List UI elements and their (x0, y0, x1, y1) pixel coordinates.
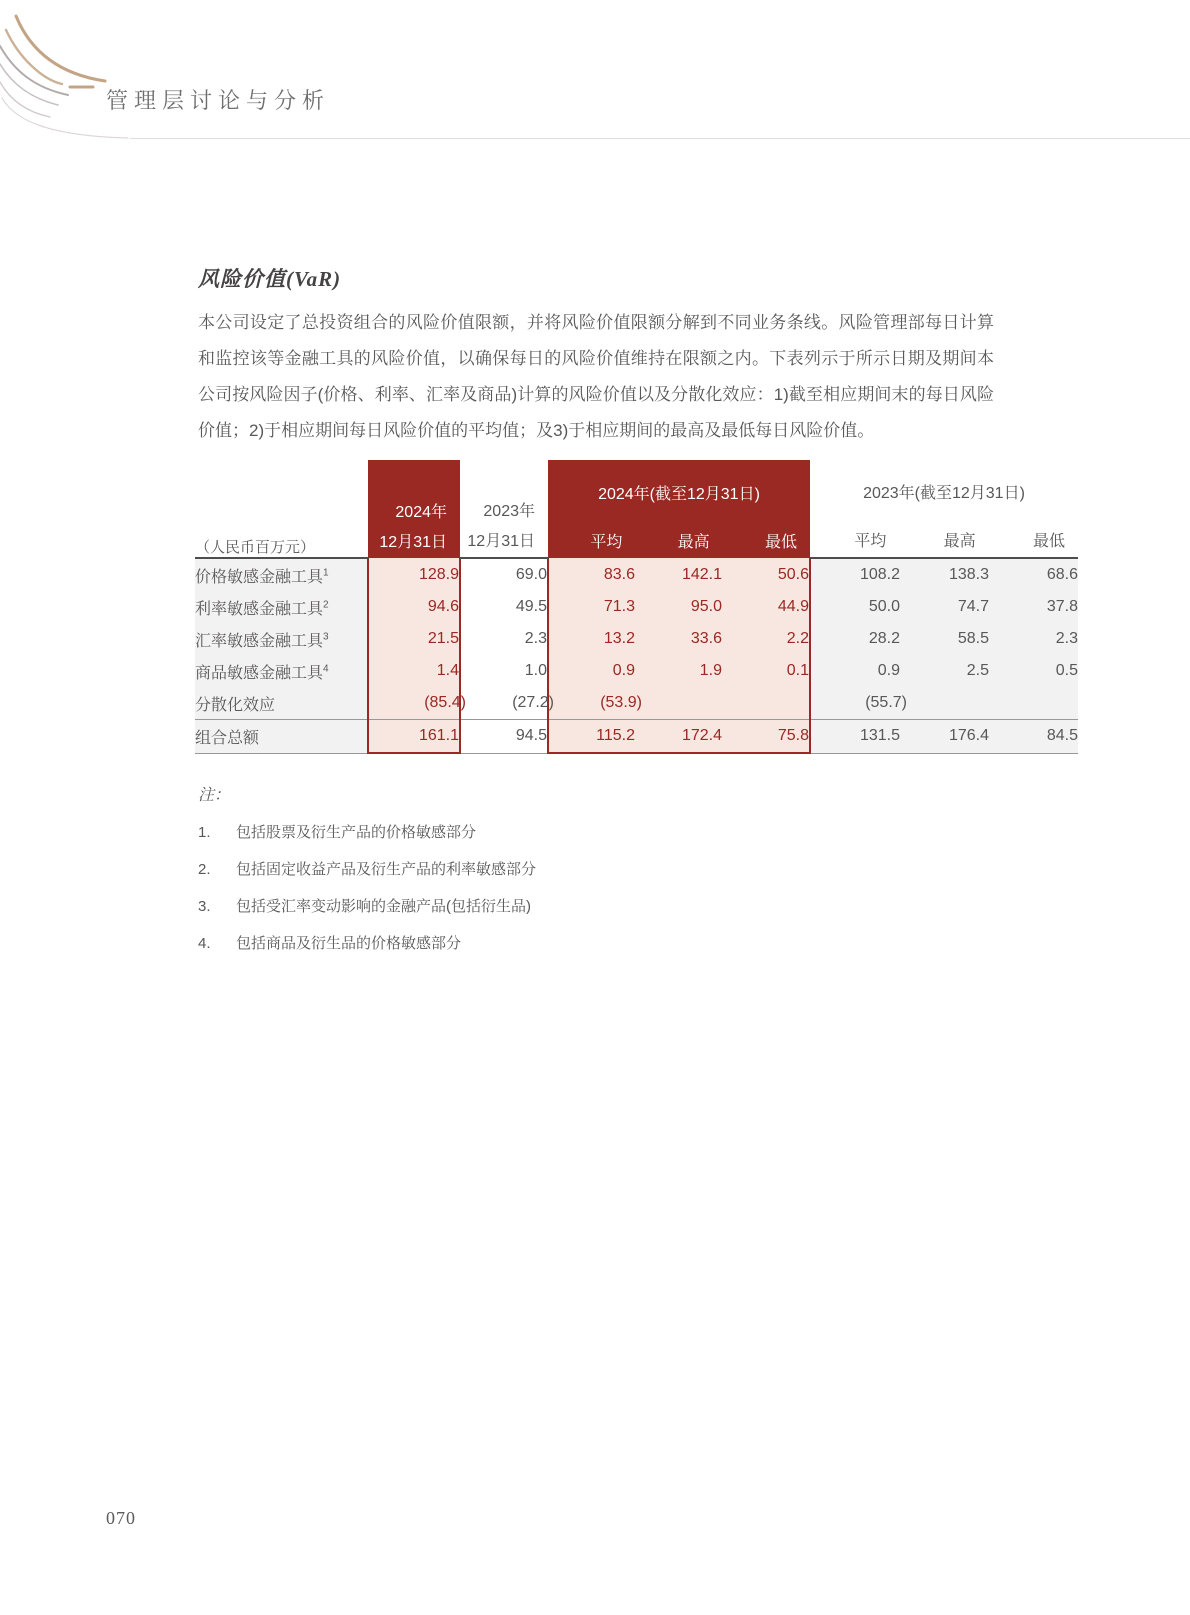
cell-2023-avg: 131.5 (810, 720, 900, 754)
cell-2023-max: 138.3 (900, 558, 989, 591)
cell-2024-min (722, 687, 810, 720)
row-label: 价格敏感金融工具$^1$ (195, 558, 368, 591)
cell-2023-max: 176.4 (900, 720, 989, 754)
page-header-title: 管理层讨论与分析 (106, 88, 331, 113)
cell-2024-avg: 0.9 (548, 655, 635, 687)
table-row (195, 687, 1078, 720)
cell-2024-min: 75.8 (722, 720, 810, 754)
cell-2023-avg: 0.9 (810, 655, 900, 687)
col-header-2024-date: 12月31日 (379, 534, 447, 551)
note-item (198, 825, 536, 840)
col-group-2024-title: 2024年(截至12月31日) (598, 486, 760, 503)
cell-2024-eoy: (85.4) (368, 687, 460, 720)
table-total-row (195, 720, 1078, 754)
cell-2023-max (900, 687, 989, 720)
note-number: 1. (198, 824, 211, 841)
cell-2024-max (635, 687, 722, 720)
cell-2024-eoy: 21.5 (368, 623, 460, 655)
notes-title: 注： (198, 787, 231, 804)
var-table (195, 460, 1078, 754)
row-label: 汇率敏感金融工具$^3$ (195, 623, 368, 655)
cell-2024-max: 33.6 (635, 623, 722, 655)
cell-2024-avg: 83.6 (548, 558, 635, 591)
col-header-unit (195, 460, 368, 558)
row-label: 组合总额 (195, 720, 368, 754)
cell-2024-eoy: 128.9 (368, 558, 460, 591)
cell-2024-min: 2.2 (722, 623, 810, 655)
cell-2023-min (989, 687, 1078, 720)
cell-2023-min: 84.5 (989, 720, 1078, 754)
unit-label: （人民币百万元） (195, 539, 316, 556)
note-text: 包括固定收益产品及衍生产品的利率敏感部分 (236, 861, 537, 878)
cell-2024-avg: (53.9) (548, 687, 635, 720)
note-number: 4. (198, 935, 211, 952)
header-divider (130, 138, 1190, 139)
cell-2024-eoy: 94.6 (368, 591, 460, 623)
col-header-2024-min: 最低 (764, 534, 797, 551)
table-row (195, 558, 1078, 591)
cell-2024-avg: 13.2 (548, 623, 635, 655)
row-label: 利率敏感金融工具$^2$ (195, 591, 368, 623)
table-row (195, 623, 1078, 655)
col-header-2023-eoy (460, 460, 548, 558)
cell-2023-eoy: (27.2) (460, 687, 548, 720)
cell-2024-eoy: 161.1 (368, 720, 460, 754)
cell-2024-min: 0.1 (722, 655, 810, 687)
note-text: 包括商品及衍生品的价格敏感部分 (236, 935, 462, 952)
col-group-2024 (548, 460, 810, 558)
cell-2023-eoy: 2.3 (460, 623, 548, 655)
col-header-2024-year: 2024年 (395, 504, 447, 521)
table-row (195, 655, 1078, 687)
col-header-2023-date: 12月31日 (467, 533, 535, 550)
col-header-2023-max: 最高 (943, 533, 976, 550)
table-header-row (195, 460, 1078, 558)
cell-2023-min: 0.5 (989, 655, 1078, 687)
cell-2023-eoy: 94.5 (460, 720, 548, 754)
section-title: 风险价值(VaR) (198, 267, 342, 291)
note-number: 2. (198, 861, 211, 878)
col-header-2023-min: 最低 (1032, 533, 1065, 550)
cell-2024-eoy: 1.4 (368, 655, 460, 687)
note-number: 3. (198, 898, 211, 915)
note-item (198, 936, 536, 951)
page-number: 070 (106, 1508, 136, 1528)
col-header-2024-avg: 平均 (590, 534, 623, 551)
cell-2023-eoy: 1.0 (460, 655, 548, 687)
cell-2023-max: 58.5 (900, 623, 989, 655)
cell-2024-min: 50.6 (722, 558, 810, 591)
cell-2024-max: 172.4 (635, 720, 722, 754)
cell-2024-avg: 115.2 (548, 720, 635, 754)
table-row (195, 591, 1078, 623)
cell-2024-max: 142.1 (635, 558, 722, 591)
col-header-2024-eoy (368, 460, 460, 558)
cell-2024-max: 95.0 (635, 591, 722, 623)
cell-2024-min: 44.9 (722, 591, 810, 623)
cell-2024-max: 1.9 (635, 655, 722, 687)
cell-2023-min: 68.6 (989, 558, 1078, 591)
note-item (198, 862, 536, 877)
col-header-2023-year: 2023年 (483, 503, 535, 520)
col-header-2023-avg: 平均 (854, 533, 887, 550)
notes (198, 782, 536, 973)
cell-2023-avg: 108.2 (810, 558, 900, 591)
col-group-2023-title: 2023年(截至12月31日) (863, 485, 1025, 502)
row-label: 分散化效应 (195, 687, 368, 720)
cell-2023-max: 74.7 (900, 591, 989, 623)
body-paragraph: 本公司设定了总投资组合的风险价值限额，并将风险价值限额分解到不同业务条线。风险管理部每日计算和监控该等金融工具的风险价值，以确保每日的风险价值维持在限额之内。下表列示于所示日期及期间本公司按风险因子(价格、利率、汇率及商品)计算的风险价值以及分散化效应：1)截至相应期间末的每日风险价值；2)于相应期间每日风险价值的平均值；及3)于相应期间的最高及最低每日风险价值。 (198, 313, 994, 440)
row-label: 商品敏感金融工具$^4$ (195, 655, 368, 687)
col-group-2023 (810, 460, 1078, 558)
cell-2023-avg: (55.7) (810, 687, 900, 720)
cell-2023-eoy: 49.5 (460, 591, 548, 623)
cell-2024-avg: 71.3 (548, 591, 635, 623)
note-text: 包括受汇率变动影响的金融产品(包括衍生品) (236, 898, 531, 915)
cell-2023-min: 2.3 (989, 623, 1078, 655)
cell-2023-min: 37.8 (989, 591, 1078, 623)
col-header-2024-max: 最高 (677, 534, 710, 551)
cell-2023-avg: 28.2 (810, 623, 900, 655)
cell-2023-max: 2.5 (900, 655, 989, 687)
cell-2023-eoy: 69.0 (460, 558, 548, 591)
note-item (198, 899, 536, 914)
note-text: 包括股票及衍生产品的价格敏感部分 (236, 824, 477, 841)
cell-2023-avg: 50.0 (810, 591, 900, 623)
